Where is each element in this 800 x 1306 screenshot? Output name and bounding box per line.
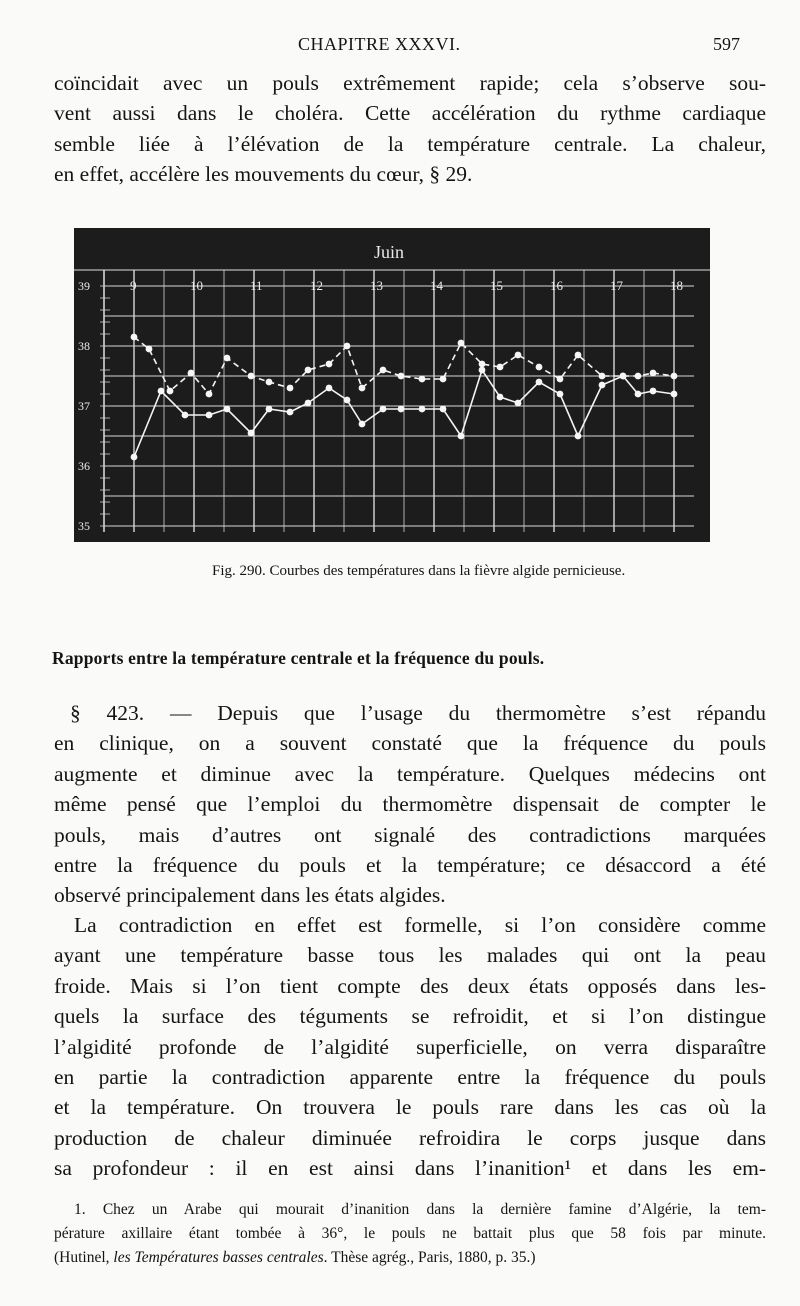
footnote-line: pérature axillaire étant tombée à 36°, le pouls ne battait plus que 58 fois par minute. bbox=[54, 1225, 766, 1242]
data-point bbox=[131, 334, 138, 341]
data-point bbox=[650, 388, 657, 395]
text-line: quels la surface des téguments se refroidit, et si l’on distingue bbox=[54, 1004, 766, 1029]
y-tick-label: 35 bbox=[78, 519, 90, 533]
page-number: 597 bbox=[713, 34, 740, 54]
data-point bbox=[248, 373, 255, 380]
x-tick-label: 15 bbox=[490, 278, 503, 293]
footnote-line bbox=[54, 1246, 766, 1270]
data-point bbox=[287, 385, 294, 392]
data-point bbox=[305, 367, 312, 374]
x-tick-label: 9 bbox=[130, 278, 137, 293]
footnote-title: les Températures basses centrales bbox=[113, 1249, 324, 1266]
data-point bbox=[344, 343, 351, 350]
data-point bbox=[557, 376, 564, 383]
data-point bbox=[419, 406, 426, 413]
data-point bbox=[440, 406, 447, 413]
data-point bbox=[635, 391, 642, 398]
data-point bbox=[458, 433, 465, 440]
text-line: en effet, accélère les mouvements du cœur, § 29. bbox=[54, 162, 473, 187]
text-line: même pensé que l’emploi du thermomètre dispensait de compter le bbox=[54, 792, 766, 817]
y-tick-label: 37 bbox=[78, 399, 90, 413]
text-line: La contradiction en effet est formelle, si l’on considère comme bbox=[74, 913, 766, 937]
text-line: augmente et diminue avec la température. Quelques médecins ont bbox=[54, 761, 766, 786]
y-tick-label: 38 bbox=[78, 339, 90, 353]
chapter-heading: CHAPITRE XXXVI. bbox=[298, 34, 461, 54]
data-point bbox=[158, 388, 165, 395]
data-point bbox=[599, 373, 606, 380]
data-point bbox=[635, 373, 642, 380]
text-line: entre la fréquence du pouls et la température; ce désaccord a été bbox=[54, 852, 766, 877]
data-point bbox=[398, 373, 405, 380]
y-tick-label: 39 bbox=[78, 279, 90, 293]
text-line: vent aussi dans le choléra. Cette accélération du rythme cardiaque bbox=[54, 101, 766, 126]
footnote-line: 1. Chez un Arabe qui mourait d’inanition dans la dernière famine d’Algérie, la tem- bbox=[74, 1201, 766, 1218]
paragraph-423 bbox=[54, 698, 766, 911]
text-line: l’algidité profonde de l’algidité superficielle, on verra disparaître bbox=[54, 1034, 766, 1059]
data-point bbox=[479, 361, 486, 368]
section-title: Rapports entre la température centrale et la fréquence du pouls. bbox=[52, 648, 545, 668]
data-point bbox=[266, 379, 273, 386]
y-tick-label: 36 bbox=[78, 459, 90, 473]
x-tick-label: 11 bbox=[250, 278, 263, 293]
data-point bbox=[359, 421, 366, 428]
x-tick-label: 14 bbox=[430, 278, 443, 293]
data-point bbox=[620, 373, 627, 380]
data-point bbox=[479, 367, 486, 374]
text-line: observé principalement dans les états algides. bbox=[54, 883, 446, 908]
text-line: sa profondeur : il en est ainsi dans l’inanition¹ et dans les em- bbox=[54, 1156, 766, 1181]
data-point bbox=[557, 391, 564, 398]
data-point bbox=[206, 412, 213, 419]
x-tick-label: 17 bbox=[610, 278, 623, 293]
figure-caption: Fig. 290. Courbes des températures dans la fièvre algide pernicieuse. bbox=[212, 563, 626, 579]
data-point bbox=[146, 346, 153, 353]
data-point bbox=[599, 382, 606, 389]
data-point bbox=[206, 391, 213, 398]
paragraph-contradiction bbox=[54, 910, 766, 1184]
data-point bbox=[650, 370, 657, 377]
x-tick-label: 13 bbox=[370, 278, 383, 293]
data-point bbox=[188, 370, 195, 377]
chart-svg bbox=[74, 228, 710, 542]
data-point bbox=[224, 355, 231, 362]
data-point bbox=[398, 406, 405, 413]
data-point bbox=[326, 385, 333, 392]
data-point bbox=[266, 406, 273, 413]
data-point bbox=[287, 409, 294, 416]
paragraph-top bbox=[54, 68, 766, 190]
text-line: production de chaleur diminuée refroidira le corps jusque dans bbox=[54, 1125, 766, 1150]
footnote-text: . Thèse agrég., Paris, 1880, p. 35.) bbox=[323, 1249, 536, 1266]
footnote-text: (Hutinel, bbox=[54, 1249, 114, 1266]
text-line: en partie la contradiction apparente entre la fréquence du pouls bbox=[54, 1064, 766, 1089]
data-point bbox=[515, 352, 522, 359]
data-point bbox=[536, 379, 543, 386]
data-point bbox=[131, 454, 138, 461]
text-line: § 423. — Depuis que l’usage du thermomètre s’est répandu bbox=[70, 701, 766, 725]
data-point bbox=[515, 400, 522, 407]
data-point bbox=[497, 394, 504, 401]
text-line: coïncidait avec un pouls extrêmement rapide; cela s’observe sou- bbox=[54, 71, 766, 95]
data-point bbox=[497, 364, 504, 371]
running-head bbox=[0, 34, 800, 58]
data-point bbox=[536, 364, 543, 371]
data-point bbox=[305, 400, 312, 407]
x-tick-label: 18 bbox=[670, 278, 683, 293]
data-point bbox=[167, 388, 174, 395]
footnote bbox=[54, 1198, 766, 1270]
text-line: en clinique, on a souvent constaté que la fréquence du pouls bbox=[54, 731, 766, 756]
data-point bbox=[419, 376, 426, 383]
text-line: pouls, mais d’autres ont signalé des contradictions marquées bbox=[54, 822, 766, 847]
data-point bbox=[440, 376, 447, 383]
data-point bbox=[671, 373, 678, 380]
text-line: et la température. On trouvera le pouls rare dans les cas où la bbox=[54, 1095, 766, 1120]
text-line: froide. Mais si l’on tient compte des deux états opposés dans les- bbox=[54, 973, 766, 998]
x-tick-label: 12 bbox=[310, 278, 323, 293]
data-point bbox=[575, 352, 582, 359]
data-point bbox=[182, 412, 189, 419]
text-line: semble liée à l’élévation de la température centrale. La chaleur, bbox=[54, 131, 766, 156]
data-point bbox=[359, 385, 366, 392]
data-point bbox=[344, 397, 351, 404]
data-point bbox=[326, 361, 333, 368]
data-point bbox=[671, 391, 678, 398]
x-tick-label: 10 bbox=[190, 278, 203, 293]
data-point bbox=[380, 367, 387, 374]
x-tick-label: 16 bbox=[550, 278, 563, 293]
data-point bbox=[575, 433, 582, 440]
temperature-chart bbox=[74, 228, 710, 542]
data-point bbox=[248, 430, 255, 437]
month-label: Juin bbox=[374, 242, 405, 262]
data-point bbox=[380, 406, 387, 413]
data-point bbox=[224, 406, 231, 413]
data-point bbox=[458, 340, 465, 347]
text-line: ayant une température basse tous les malades qui ont la peau bbox=[54, 943, 766, 968]
